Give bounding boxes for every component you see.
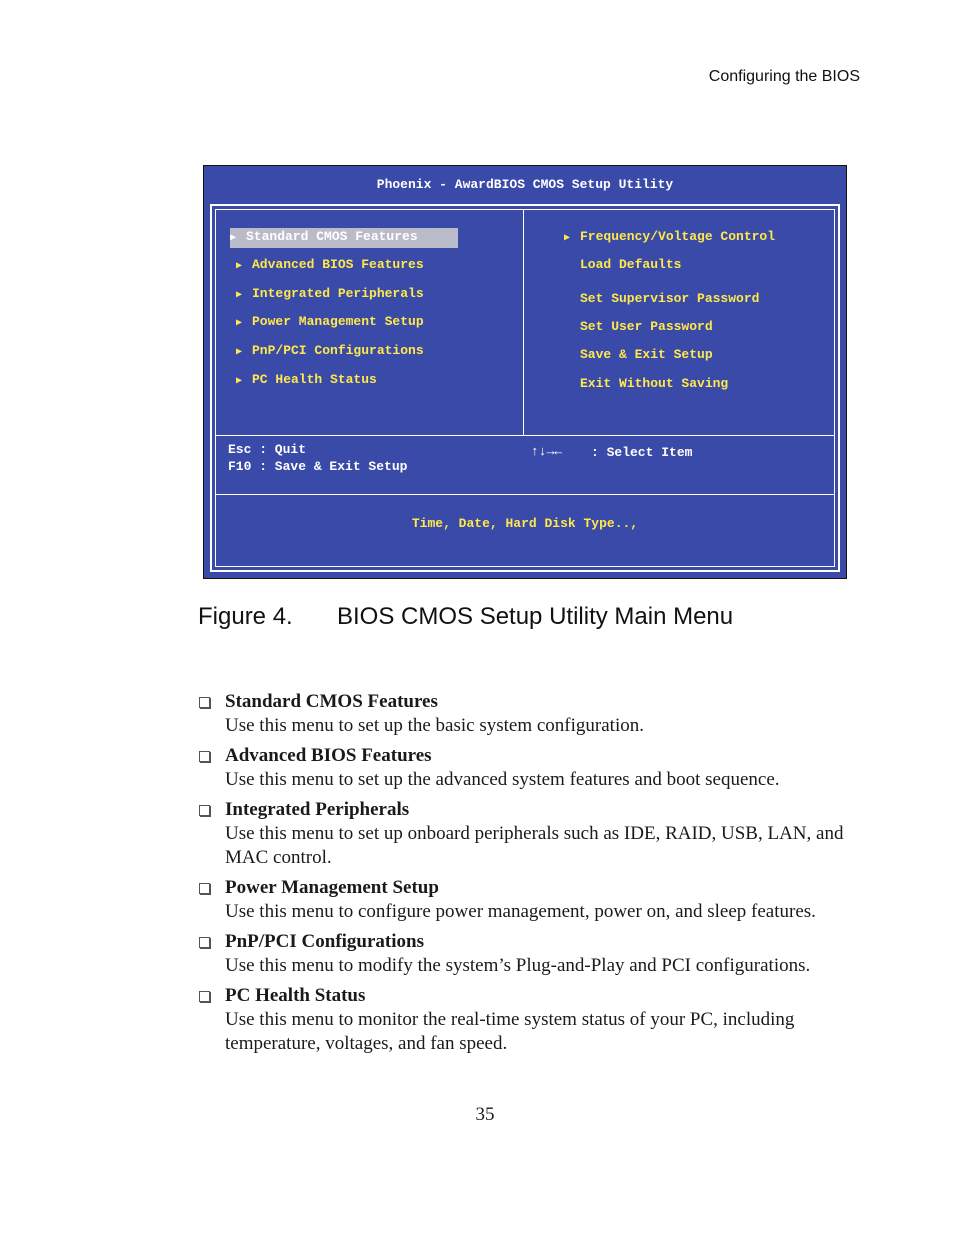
bios-menu-load-defaults[interactable]: Load Defaults [580, 257, 682, 272]
bios-menu-label: PC Health Status [252, 372, 377, 387]
bios-menu-user-password[interactable]: Set User Password [580, 319, 713, 334]
bios-menu-label: Standard CMOS Features [246, 229, 418, 244]
bios-status-save: F10 : Save & Exit Setup [228, 459, 408, 474]
entry-title: PC Health Status [225, 985, 366, 1006]
entry-description: Use this menu to set up the advanced system features and boot sequence. [225, 769, 780, 790]
list-item [199, 744, 879, 792]
entry-title: Power Management Setup [225, 877, 439, 898]
bios-status-select: : Select Item [591, 445, 693, 460]
bios-menu-supervisor-password[interactable]: Set Supervisor Password [580, 291, 760, 306]
bios-screenshot [203, 165, 847, 579]
bios-frame-inner [215, 209, 835, 567]
bios-hint: Time, Date, Hard Disk Type.., [411, 516, 639, 531]
bios-menu-frequency-voltage[interactable] [564, 228, 775, 248]
bios-menu-power-management[interactable] [236, 313, 424, 333]
bios-row-divider [216, 435, 834, 436]
triangle-right-icon: ▶ [236, 376, 243, 387]
entry-description: Use this menu to set up the basic system configuration. [225, 715, 644, 736]
bios-menu-advanced-bios[interactable] [236, 256, 424, 276]
running-header: Configuring the BIOS [708, 68, 860, 85]
entry-description: Use this menu to monitor the real-time system status of your PC, including temperature, voltages, and fan speed. [225, 1009, 795, 1054]
bios-column-divider [523, 210, 524, 435]
bios-menu-label: PnP/PCI Configurations [252, 343, 424, 358]
bios-status-quit: Esc : Quit [228, 442, 307, 457]
bios-menu-save-exit[interactable]: Save & Exit Setup [580, 347, 713, 362]
arrow-keys-icon: ↑↓→← [531, 444, 563, 459]
figure-number: Figure 4. [198, 603, 293, 630]
entry-description: Use this menu to configure power management, power on, and sleep features. [225, 901, 816, 922]
bios-title: Phoenix - AwardBIOS CMOS Setup Utility [376, 177, 674, 192]
triangle-right-icon: ▶ [230, 233, 237, 244]
bios-menu-label: Advanced BIOS Features [252, 257, 424, 272]
list-item [199, 798, 879, 870]
menu-description-list [199, 690, 879, 1062]
bios-menu-pnp-pci[interactable] [236, 342, 424, 362]
checkbox-bullet-icon [199, 751, 210, 762]
list-item [199, 690, 879, 738]
bios-menu-standard-cmos[interactable] [230, 228, 458, 248]
list-item [199, 876, 879, 924]
bios-menu-integrated-peripherals[interactable] [236, 285, 424, 305]
triangle-right-icon: ▶ [236, 318, 243, 329]
entry-description: Use this menu to set up onboard peripherals such as IDE, RAID, USB, LAN, and MAC control. [225, 823, 844, 868]
entry-title: PnP/PCI Configurations [225, 931, 424, 952]
figure-title: BIOS CMOS Setup Utility Main Menu [337, 603, 734, 630]
checkbox-bullet-icon [199, 805, 210, 816]
bios-menu-pc-health[interactable] [236, 371, 377, 391]
triangle-right-icon: ▶ [236, 347, 243, 358]
bios-row-divider [216, 494, 834, 495]
bios-menu-exit-without-saving[interactable]: Exit Without Saving [580, 376, 729, 391]
page-number: 35 [475, 1104, 495, 1125]
list-item [199, 984, 879, 1056]
triangle-right-icon: ▶ [236, 261, 243, 272]
list-item [199, 930, 879, 978]
checkbox-bullet-icon [199, 937, 210, 948]
checkbox-bullet-icon [199, 883, 210, 894]
checkbox-bullet-icon [199, 991, 210, 1002]
bios-frame [210, 204, 840, 572]
bios-menu-label: Frequency/Voltage Control [580, 229, 776, 244]
bios-menu-label: Power Management Setup [252, 314, 424, 329]
triangle-right-icon: ▶ [564, 233, 571, 244]
triangle-right-icon: ▶ [236, 290, 243, 301]
entry-description: Use this menu to modify the system’s Plug-and-Play and PCI configurations. [225, 955, 811, 976]
bios-menu-label: Integrated Peripherals [252, 286, 424, 301]
figure-caption [198, 603, 733, 631]
entry-title: Standard CMOS Features [225, 691, 438, 712]
entry-title: Integrated Peripherals [225, 799, 410, 820]
entry-title: Advanced BIOS Features [225, 745, 432, 766]
checkbox-bullet-icon [199, 697, 210, 708]
